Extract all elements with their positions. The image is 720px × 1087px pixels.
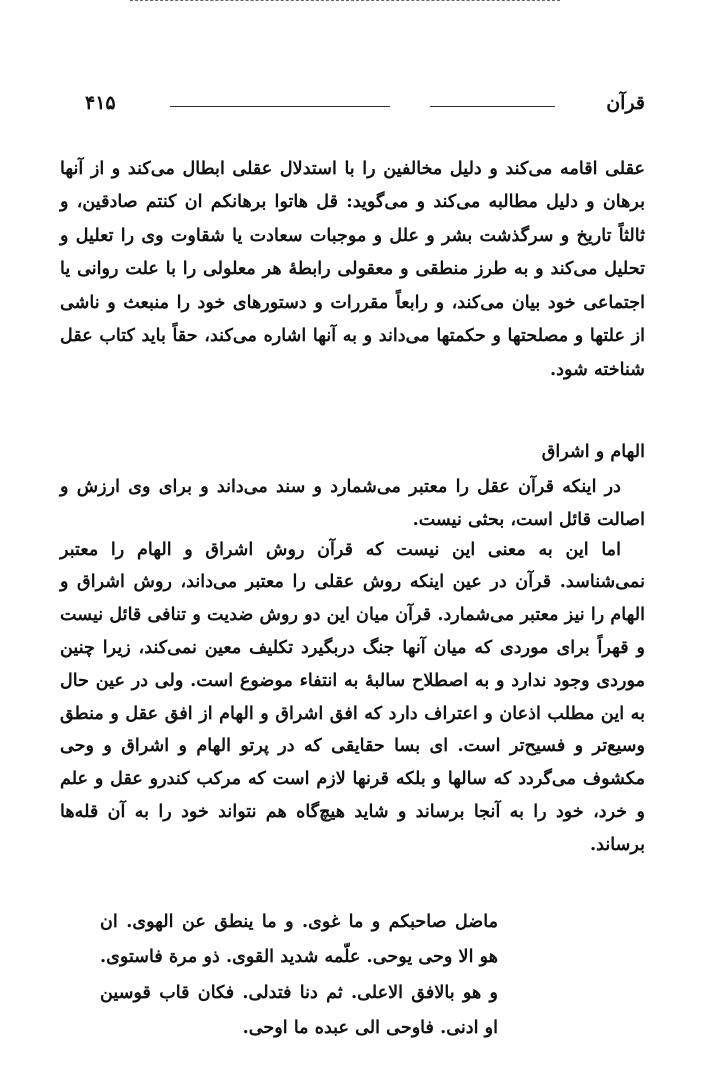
page-number: ۴۱۵	[85, 92, 116, 114]
header-rule	[170, 106, 555, 107]
running-title: قرآن	[606, 92, 645, 114]
quran-quote: ماضل صاحبکم و ما غوی. و ما ینطق عن الهوی. ان هو الا وحی یوحی. علّمه شدید القوی. ذو مرة فاستوی. و هو بالافق الاعلی. ثم دنا فتدلی. فکان قاب قوسین او ادنی. فاوحی الی عبده ما اوحی.	[100, 910, 498, 1039]
paragraph-2: در اینکه قرآن عقل را معتبر می‌شمارد و سند می‌داند و برای وی ارزش و اصالت قائل است، بحثی نیست.	[60, 475, 645, 530]
paragraph-1: عقلی اقامه می‌کند و دلیل مخالفین را با استدلال عقلی ابطال می‌کند و از آنها برهان و دلیل مطالبه می‌کند و می‌گوید: قل هاتوا برهانکم ان کنتم صادقین، و ثالثاً تاریخ و سرگذشت بشر و علل و موجبات سعادت یا شقاوت وی را تعلیل و تحلیل می‌کند و به طرز منطقی و معقولی رابطهٔ هر معلولی را با علت روانی یا اجتماعی خود بیان می‌کند، و رابعاً مقررات و دستورهای خود را منبعث و ناشی از علتها و مصلحتها و حکمتها می‌داند و به آنها اشاره می‌کند، حقاً باید کتاب عقل شناخته شود.	[60, 157, 645, 380]
section-heading: الهام و اشراق	[541, 440, 645, 462]
page-header	[85, 92, 645, 122]
scan-edge-line	[130, 0, 560, 3]
paragraph-3: اما این به معنی این نیست که قرآن روش اشراق و الهام را معتبر نمی‌شناسد. قرآن در عین اینکه روش عقلی را معتبر می‌داند، روش اشراق و الهام را نیز معتبر می‌شمارد. قرآن میان این دو روش ضدیت و تنافی قائل نیست و قهراً برای موردی که میان آنها جنگ دربگیرد تکلیف معین نمی‌کند، زیرا چنین موردی وجود ندارد و به اصطلاح سالبهٔ به انتفاء موضوع است. ولی در عین حال به این مطلب اذعان و اعتراف دارد که افق اشراق و الهام از افق عقل و منطق وسیع‌تر و فسیح‌تر است. ای بسا حقایقی که در پرتو الهام و اشراق و وحی مکشوف می‌گردد که سالها و بلکه قرنها لازم است که مرکب کندرو عقل و علم و خرد، خود را به آنجا برساند و شاید هیچ‌گاه هم نتواند خود را به آن قله‌ها برساند.	[60, 538, 645, 855]
